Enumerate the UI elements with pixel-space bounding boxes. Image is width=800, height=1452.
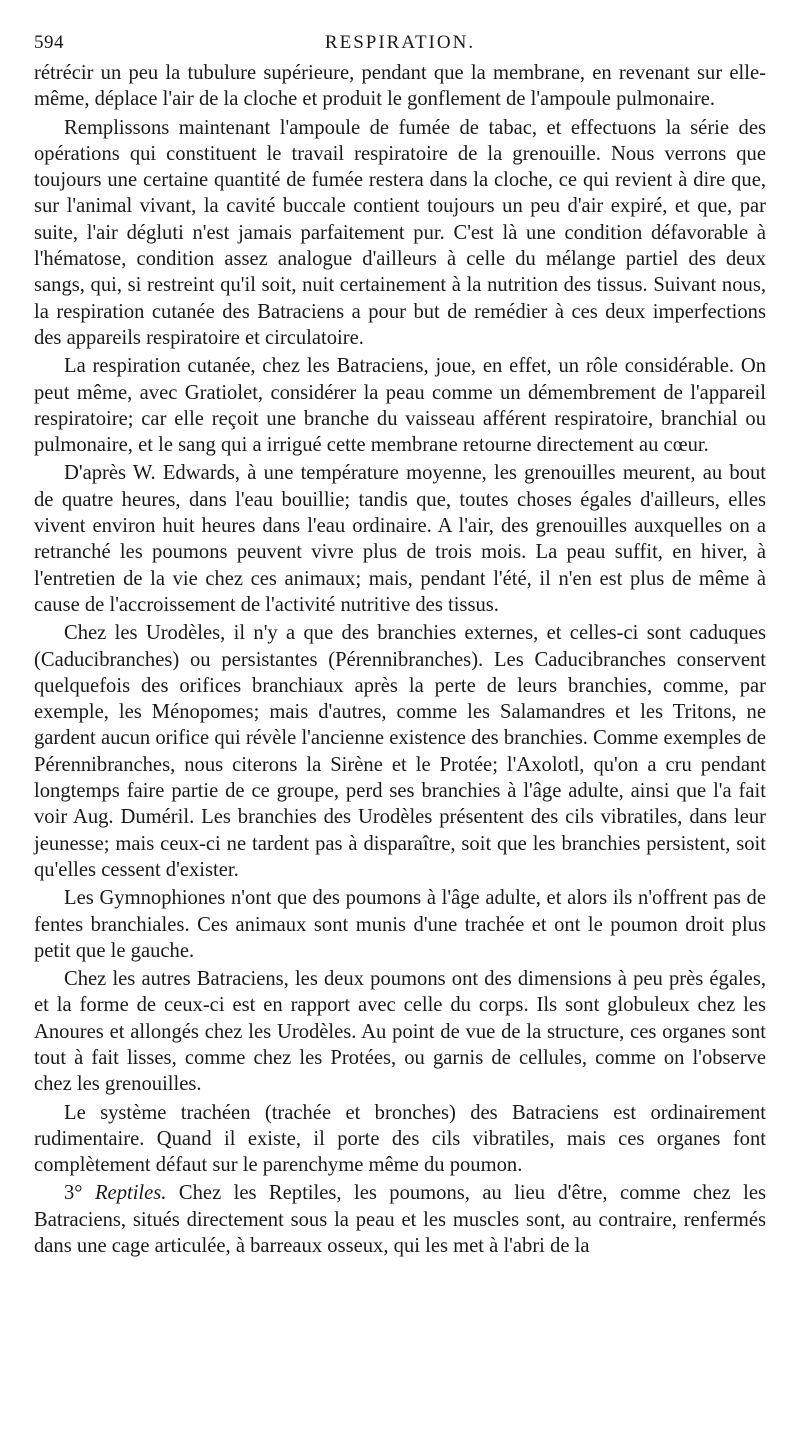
section-number: 3° bbox=[64, 1182, 83, 1205]
paragraph: Chez les autres Batraciens, les deux poumons ont des dimensions à peu près égales, et la forme de ceux-ci est en rapport avec celle du corps. Ils sont globuleux chez les Anoures et allongés chez les Urodèles. Au point de vue de la structure, ces organes sont tout à fait lisses, comme chez les Protées, ou garnis de cellules, comme on l'observe chez les grenouilles. bbox=[34, 968, 766, 1096]
paragraph: Chez les Urodèles, il n'y a que des branchies externes, et celles-ci sont caduques (Caducibranches) ou persistantes (Pérennibranches). Les Caducibranches conservent quelquefois des orifices branchiaux après la perte de leurs branchies, comme, par exemple, les Ménopomes; mais d'autres, comme les Salamandres et les Tritons, ne gardent aucun orifice qui révèle l'ancienne existence des branchies. Comme exemples de Pérennibranches, nous citerons la Sirène et le Protée; l'Axolotl, qu'on a cru pendant longtemps faire partie de ce groupe, perd ses branchies à l'âge adulte, ainsi que l'a fait voir Aug. Duméril. Les branchies des Urodèles présentent des cils vibratiles, dans leur jeunesse; mais ceux-ci ne tardent pas à disparaître, soit que les branchies persistent, soit qu'elles cessent d'exister. bbox=[34, 622, 766, 881]
page-number: 594 bbox=[34, 32, 64, 53]
paragraph: rétrécir un peu la tubulure supérieure, pendant que la membrane, en revenant sur elle-même, déplace l'air de la cloche et produit le gonflement de l'ampoule pulmonaire. bbox=[34, 62, 766, 111]
section-paragraph bbox=[34, 1180, 766, 1259]
paragraph: La respiration cutanée, chez les Batraciens, joue, en effet, un rôle considérable. On peut même, avec Gratiolet, considérer la peau comme un démembrement de l'appareil respiratoire; car elle reçoit une branche du vaisseau afférent respiratoire, branchial ou pulmonaire, et le sang qui a irrigué cette membrane retourne directement au cœur. bbox=[34, 355, 766, 457]
paragraph: Remplissons maintenant l'ampoule de fumée de tabac, et effectuons la série des opérations qui constituent le travail respiratoire de la grenouille. Nous verrons que toujours une certaine quantité de fumée restera dans la cloche, ce qui revient à dire que, sur l'animal vivant, la cavité buccale contient toujours un peu d'air expiré, et que, par suite, l'air dégluti n'est jamais parfaitement pur. C'est là une condition défavorable à l'hématose, condition assez analogue d'ailleurs à celle du mélange partiel des deux sangs, qui, si restreint qu'il soit, nuit certainement à la nutrition des tissus. Suivant nous, la respiration cutanée des Batraciens a pour but de remédier à ces deux imperfections des appareils respiratoire et circulatoire. bbox=[34, 116, 766, 349]
paragraph: Le système trachéen (trachée et bronches) des Batraciens est ordinairement rudimentaire. Quand il existe, il porte des cils vibratiles, mais ces organes font complètement défaut sur le parenchyme même du poumon. bbox=[34, 1101, 766, 1177]
body-text bbox=[34, 60, 766, 1259]
running-title: RESPIRATION. bbox=[324, 32, 476, 53]
section-heading: Reptiles. bbox=[94, 1182, 167, 1205]
paragraph: Les Gymnophiones n'ont que des poumons à l'âge adulte, et alors ils n'offrent pas de fentes branchiales. Ces animaux sont munis d'une trachée et ont le poumon droit plus petit que le gauche. bbox=[34, 887, 766, 962]
paragraph: D'après W. Edwards, à une température moyenne, les grenouilles meurent, au bout de quatre heures, dans l'eau bouillie; tandis que, toutes choses égales d'ailleurs, elles vivent environ huit heures dans l'eau ordinaire. A l'air, des grenouilles auxquelles on a retranché les poumons peuvent vivre plus de trois mois. La peau suffit, en hiver, à l'entretien de la vie chez ces animaux; mais, pendant l'été, il n'en est plus de même à cause de l'accroissement de l'activité nutritive des tissus. bbox=[34, 462, 766, 616]
section-text: Chez les Reptiles, les poumons, au lieu d'être, comme chez les Batraciens, situés directement sous la peau et les muscles sont, au contraire, renfermés dans une cage articulée, à barreaux osseux, qui les met à l'abri de la bbox=[34, 1182, 766, 1258]
page-header bbox=[34, 30, 766, 60]
